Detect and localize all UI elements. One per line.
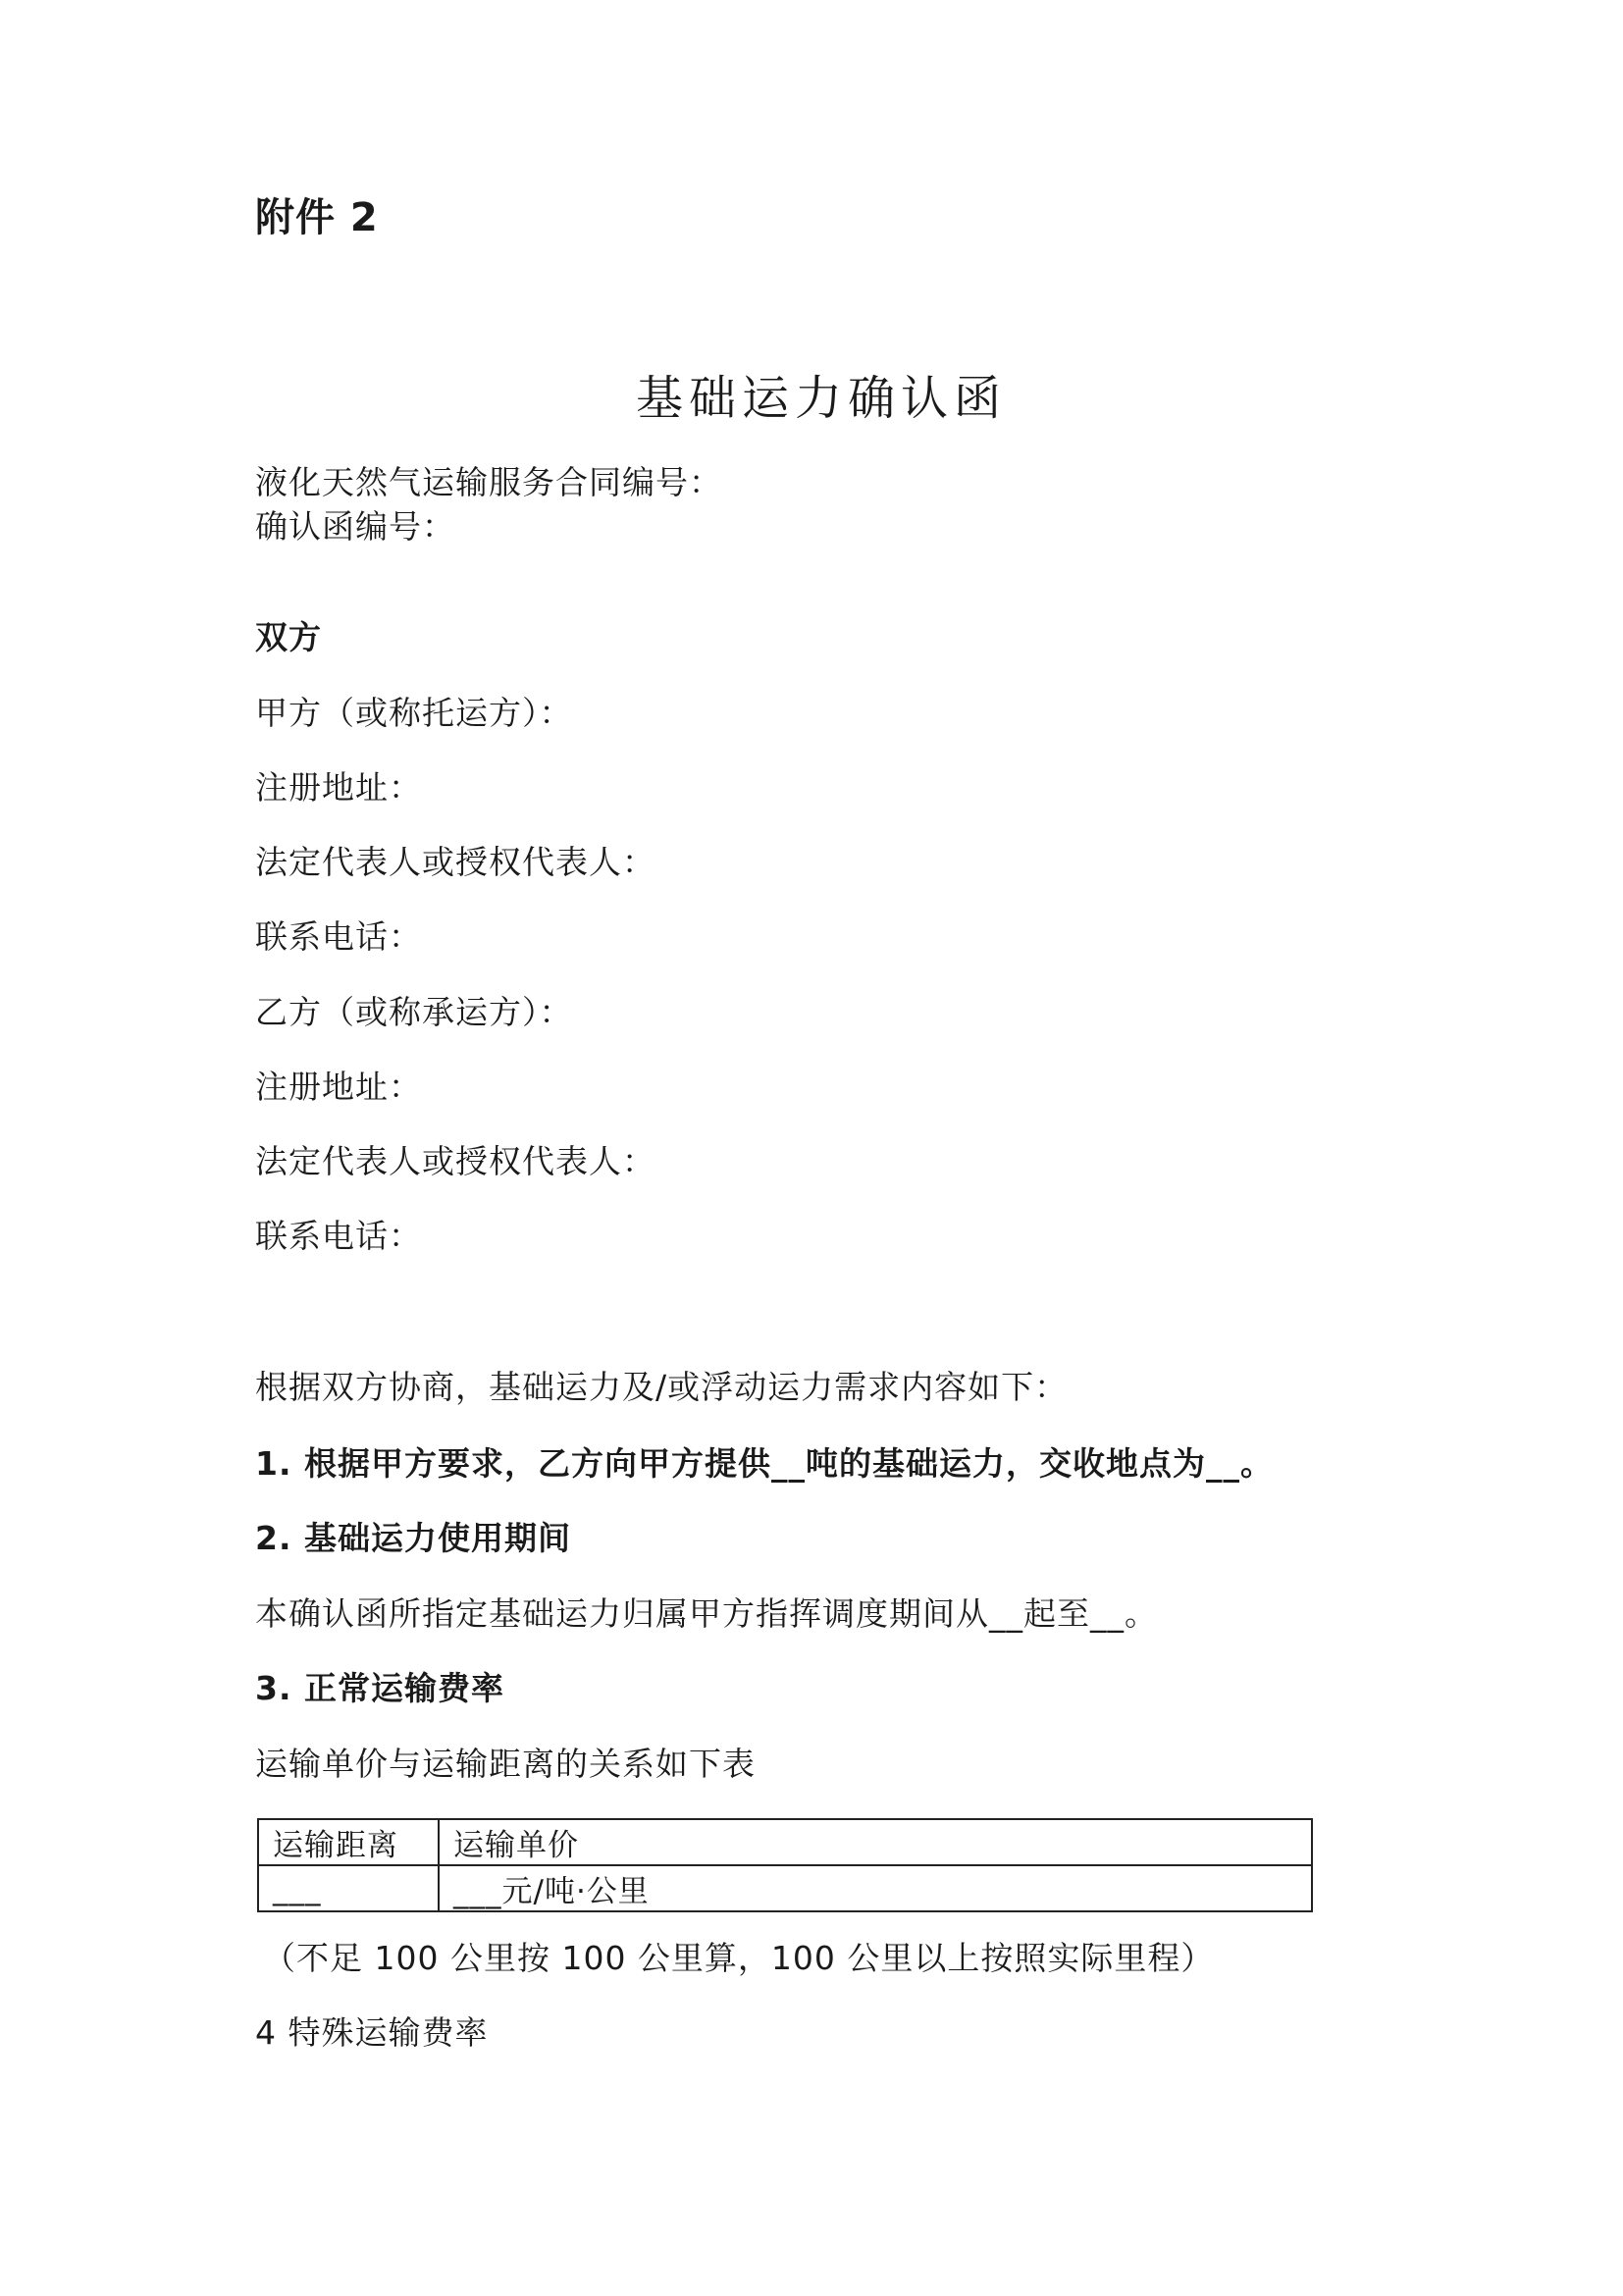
- party-b-field: 乙方（或称承运方）：: [255, 993, 573, 1031]
- item-3-heading: 3. 正常运输费率: [255, 1669, 504, 1707]
- item-3-paragraph: 运输单价与运输距离的关系如下表: [255, 1745, 756, 1783]
- party-a-address-field: 注册地址：: [255, 768, 422, 807]
- party-a-rep-field: 法定代表人或授权代表人：: [255, 843, 655, 881]
- table-row: [258, 1865, 1312, 1911]
- item-1-paragraph: 1. 根据甲方要求，乙方向甲方提供__吨的基础运力，交收地点为__。: [255, 1444, 1274, 1483]
- contract-number-field: 液化天然气运输服务合同编号：: [255, 463, 722, 501]
- letter-number-field: 确认函编号：: [255, 507, 455, 546]
- party-a-field: 甲方（或称托运方）：: [255, 694, 573, 732]
- rate-table: [257, 1818, 1313, 1912]
- parties-heading: 双方: [255, 618, 322, 656]
- document-title: 基础运力确认函: [635, 371, 1007, 426]
- item-4-heading: 4 特殊运输费率: [255, 2013, 489, 2052]
- table-cell-distance: ___: [258, 1865, 439, 1911]
- attachment-label: 附件 2: [255, 195, 379, 240]
- party-b-address-field: 注册地址：: [255, 1068, 422, 1106]
- intro-paragraph: 根据双方协商，基础运力及/或浮动运力需求内容如下：: [255, 1368, 1069, 1406]
- party-a-phone-field: 联系电话：: [255, 917, 422, 956]
- table-header-distance: 运输距离: [258, 1819, 439, 1865]
- item-2-paragraph: 本确认函所指定基础运力归属甲方指挥调度期间从__起至__。: [255, 1594, 1158, 1633]
- item-2-heading: 2. 基础运力使用期间: [255, 1519, 571, 1557]
- party-b-phone-field: 联系电话：: [255, 1217, 422, 1255]
- table-header-unit-price: 运输单价: [439, 1819, 1312, 1865]
- party-b-rep-field: 法定代表人或授权代表人：: [255, 1142, 655, 1180]
- table-header-row: [258, 1819, 1312, 1865]
- mileage-note: （不足 100 公里按 100 公里算，100 公里以上按照实际里程）: [263, 1939, 1215, 1977]
- table-cell-unit-price: ___元/吨·公里: [439, 1865, 1312, 1911]
